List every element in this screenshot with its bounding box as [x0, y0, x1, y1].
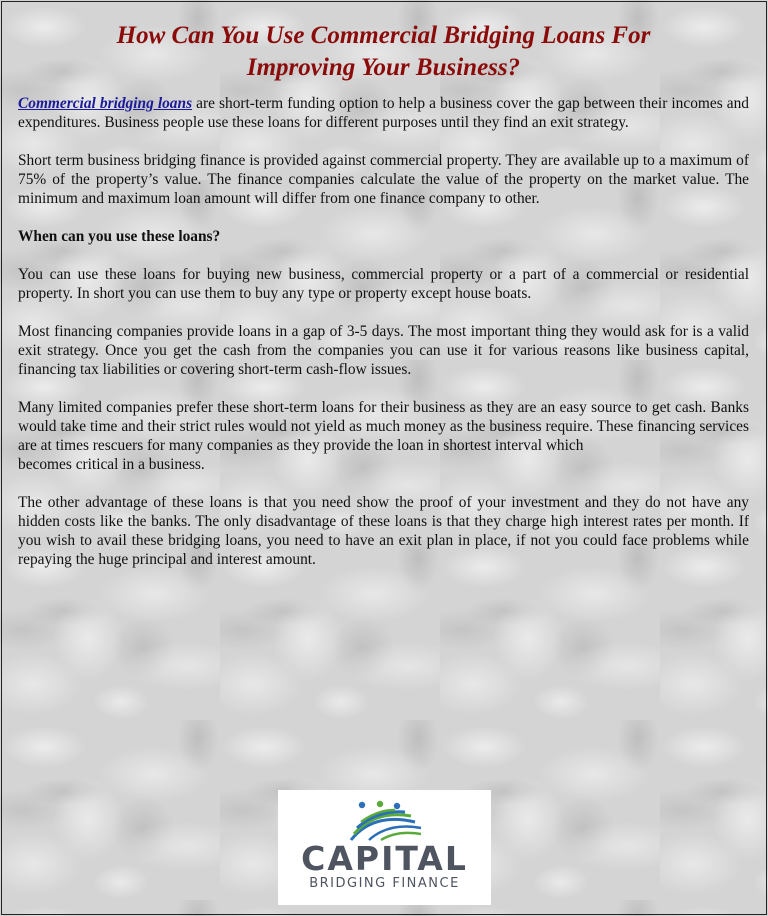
intro-paragraph [18, 94, 749, 132]
paragraph-uses: You can use these loans for buying new business, commercial property or a part of a commercial or residential property. In short you can use them to buy any type or property except house boats. [18, 266, 749, 302]
page-title [18, 20, 749, 84]
paragraph-advantages: The other advantage of these loans is that you need show the proof of your investment and they do not have any hidden costs like the banks. The only disadvantage of these loans is that they charge high interest rates per month. If you wish to avail these bridging loans, you need to have an exit plan in place, if not you could face problems while repaying the huge principal and interest amount. [18, 494, 749, 568]
section-heading: When can you use these loans? [18, 228, 221, 245]
paragraph-companies [18, 398, 749, 474]
logo-name: CAPITAL [301, 839, 468, 878]
intro-text: are short-term funding option to help a business cover the gap between their incomes and expenditures. Business people use these loans for different purposes until they find an exit strategy. [18, 95, 749, 131]
paragraph-companies-main: Many limited companies prefer these short-term loans for their business as they are an easy source to get cash. Banks would take time and their strict rules would not yield as much money as the business require. These financing services are at times rescuers for many companies as they provide the loan in shortest interval which [18, 399, 749, 454]
commercial-bridging-loans-link[interactable]: Commercial bridging loans [18, 95, 193, 112]
capital-bridging-finance-logo [278, 790, 491, 905]
paragraph-timing: Most financing companies provide loans in a gap of 3-5 days. The most important thing they would ask for is a valid exit strategy. Once you get the cash from the companies you can use it for various reasons like business capital, financing tax liabilities or covering short-term cash-flow issues. [18, 323, 749, 378]
bridge-people-icon [345, 800, 425, 842]
paragraph-property: Short term business bridging finance is provided against commercial property. They are available up to a maximum of 75% of the property’s value. The finance companies calculate the value of the property on the market value. The minimum and maximum loan amount will differ from one finance company to other. [18, 152, 749, 207]
paragraph-companies-tail: becomes critical in a business. [18, 456, 205, 473]
logo-subtitle: BRIDGING FINANCE [309, 876, 460, 891]
title-line-1: How Can You Use Commercial Bridging Loans For [116, 22, 651, 49]
document-body [18, 20, 749, 588]
title-line-2: Improving Your Business? [246, 54, 521, 81]
